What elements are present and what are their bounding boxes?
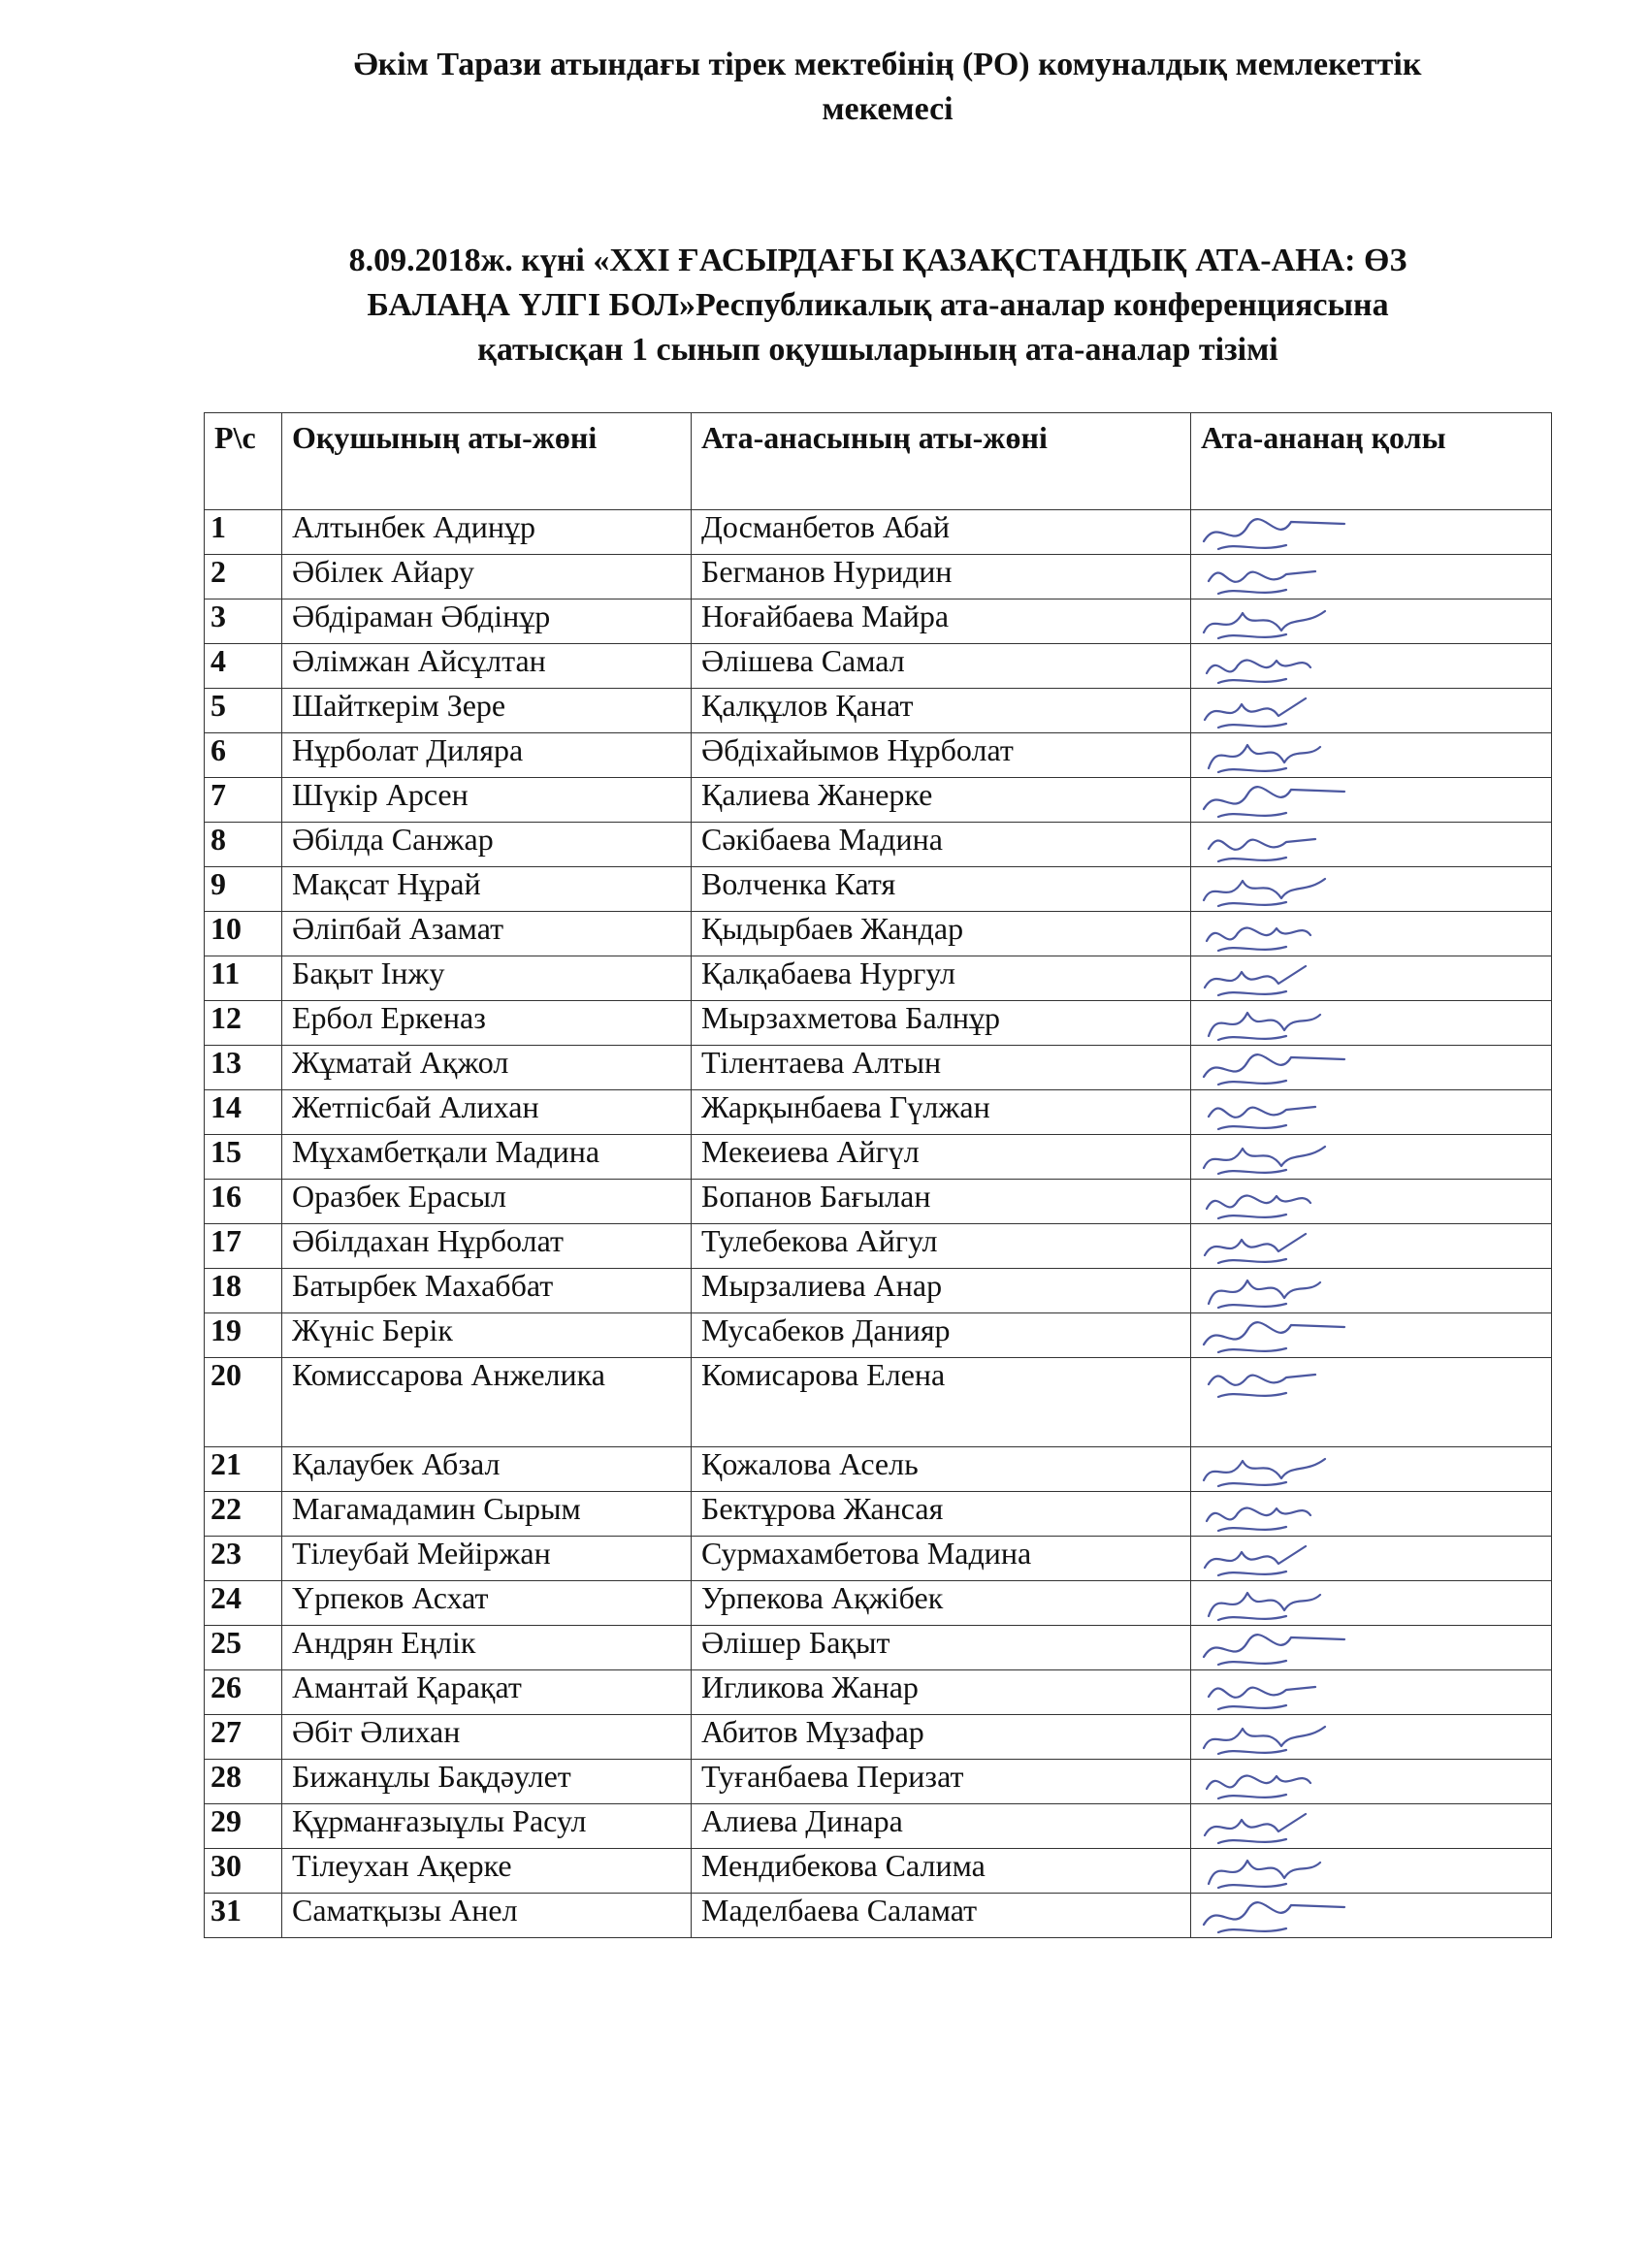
student-name-cell: Қалаубек Абзал bbox=[282, 1447, 692, 1492]
student-name-cell: Әліпбай Азамат bbox=[282, 912, 692, 956]
parent-name-cell: Қалиева Жанерке bbox=[692, 778, 1191, 823]
table-row bbox=[205, 599, 1552, 644]
institution-header-line-1: Әкім Тарази атындағы тірек мектебінің (РО) комуналдық мемлекеттік bbox=[353, 47, 1422, 82]
handwritten-signature bbox=[1199, 1851, 1364, 1894]
signature-cell bbox=[1191, 644, 1552, 689]
row-number: 21 bbox=[205, 1447, 282, 1492]
row-number: 26 bbox=[205, 1670, 282, 1715]
row-number: 15 bbox=[205, 1135, 282, 1180]
signature-cell bbox=[1191, 510, 1552, 555]
row-number: 31 bbox=[205, 1894, 282, 1938]
student-name-cell: Әбілда Санжар bbox=[282, 823, 692, 867]
parent-name-cell: Мекеиева Айгүл bbox=[692, 1135, 1191, 1180]
student-name-cell: Бижанұлы Бақдәулет bbox=[282, 1760, 692, 1804]
handwritten-signature bbox=[1199, 1271, 1364, 1313]
row-number: 17 bbox=[205, 1224, 282, 1269]
table-row bbox=[205, 1894, 1552, 1938]
row-number: 25 bbox=[205, 1626, 282, 1670]
table-row bbox=[205, 1760, 1552, 1804]
table-row bbox=[205, 1447, 1552, 1492]
student-name-cell: Жетпісбай Алихан bbox=[282, 1090, 692, 1135]
handwritten-signature bbox=[1199, 958, 1364, 1001]
row-number: 1 bbox=[205, 510, 282, 555]
table-row bbox=[205, 1849, 1552, 1894]
table-row bbox=[205, 644, 1552, 689]
row-number: 9 bbox=[205, 867, 282, 912]
institution-header bbox=[262, 43, 1513, 132]
signature-cell bbox=[1191, 912, 1552, 956]
parent-name-cell: Мырзахметова Балнұр bbox=[692, 1001, 1191, 1046]
signature-cell bbox=[1191, 1804, 1552, 1849]
signature-cell bbox=[1191, 733, 1552, 778]
row-number: 4 bbox=[205, 644, 282, 689]
handwritten-signature bbox=[1199, 1137, 1364, 1180]
student-name-cell: Нұрболат Диляра bbox=[282, 733, 692, 778]
handwritten-signature bbox=[1199, 825, 1364, 867]
signature-cell bbox=[1191, 1670, 1552, 1715]
document-title-line-3: қатысқан 1 сынып оқушыларының ата-аналар тізімі bbox=[477, 332, 1278, 368]
row-number: 28 bbox=[205, 1760, 282, 1804]
student-name-cell: Ербол Еркеназ bbox=[282, 1001, 692, 1046]
parent-name-cell: Тулебекова Айгул bbox=[692, 1224, 1191, 1269]
table-row bbox=[205, 867, 1552, 912]
parent-name-cell: Қожалова Асель bbox=[692, 1447, 1191, 1492]
handwritten-signature bbox=[1199, 1449, 1364, 1492]
parent-name-cell: Қалқабаева Нургул bbox=[692, 956, 1191, 1001]
row-number: 11 bbox=[205, 956, 282, 1001]
student-name-cell: Шүкір Арсен bbox=[282, 778, 692, 823]
handwritten-signature bbox=[1199, 1672, 1364, 1715]
table-row bbox=[205, 1135, 1552, 1180]
signature-cell bbox=[1191, 1180, 1552, 1224]
handwritten-signature bbox=[1199, 512, 1364, 555]
table-row bbox=[205, 823, 1552, 867]
signature-cell bbox=[1191, 689, 1552, 733]
signature-cell bbox=[1191, 956, 1552, 1001]
table-row bbox=[205, 510, 1552, 555]
student-name-cell: Үрпеков Асхат bbox=[282, 1581, 692, 1626]
student-name-cell: Батырбек Махаббат bbox=[282, 1269, 692, 1313]
signature-cell bbox=[1191, 1715, 1552, 1760]
row-number: 27 bbox=[205, 1715, 282, 1760]
signature-cell bbox=[1191, 1358, 1552, 1447]
student-name-cell: Құрманғазыұлы Расул bbox=[282, 1804, 692, 1849]
document-title bbox=[247, 239, 1508, 373]
signature-cell bbox=[1191, 1001, 1552, 1046]
signature-cell bbox=[1191, 1046, 1552, 1090]
row-number: 3 bbox=[205, 599, 282, 644]
parent-name-cell: Қыдырбаев Жандар bbox=[692, 912, 1191, 956]
row-number: 22 bbox=[205, 1492, 282, 1537]
parent-name-cell: Қалқұлов Қанат bbox=[692, 689, 1191, 733]
table-row bbox=[205, 1492, 1552, 1537]
signature-cell bbox=[1191, 1492, 1552, 1537]
student-name-cell: Мұхамбетқали Мадина bbox=[282, 1135, 692, 1180]
student-name-cell: Жүніс Берік bbox=[282, 1313, 692, 1358]
institution-header-line-2: мекемесі bbox=[822, 91, 954, 127]
table-row bbox=[205, 1804, 1552, 1849]
signature-cell bbox=[1191, 1849, 1552, 1894]
header-number: Р\с bbox=[205, 413, 282, 510]
parent-name-cell: Әлішева Самал bbox=[692, 644, 1191, 689]
signature-cell bbox=[1191, 1760, 1552, 1804]
table-row bbox=[205, 1224, 1552, 1269]
signature-cell bbox=[1191, 1447, 1552, 1492]
handwritten-signature bbox=[1199, 735, 1364, 778]
handwritten-signature bbox=[1199, 1226, 1364, 1269]
row-number: 2 bbox=[205, 555, 282, 599]
signature-cell bbox=[1191, 1135, 1552, 1180]
student-name-cell: Комиссарова Анжелика bbox=[282, 1358, 692, 1447]
row-number: 29 bbox=[205, 1804, 282, 1849]
signature-cell bbox=[1191, 599, 1552, 644]
handwritten-signature bbox=[1199, 1539, 1364, 1581]
student-name-cell: Жұматай Ақжол bbox=[282, 1046, 692, 1090]
signature-cell bbox=[1191, 1224, 1552, 1269]
parent-name-cell: Мырзалиева Анар bbox=[692, 1269, 1191, 1313]
parent-name-cell: Абитов Мұзафар bbox=[692, 1715, 1191, 1760]
row-number: 24 bbox=[205, 1581, 282, 1626]
parent-name-cell: Игликова Жанар bbox=[692, 1670, 1191, 1715]
student-name-cell: Әбдіраман Әбдінұр bbox=[282, 599, 692, 644]
row-number: 18 bbox=[205, 1269, 282, 1313]
handwritten-signature bbox=[1199, 1360, 1364, 1403]
student-name-cell: Шайткерім Зере bbox=[282, 689, 692, 733]
parent-name-cell: Комисарова Елена bbox=[692, 1358, 1191, 1447]
handwritten-signature bbox=[1199, 1895, 1364, 1938]
row-number: 5 bbox=[205, 689, 282, 733]
table-row bbox=[205, 1090, 1552, 1135]
table-row bbox=[205, 689, 1552, 733]
parent-name-cell: Бегманов Нуридин bbox=[692, 555, 1191, 599]
student-name-cell: Магамадамин Сырым bbox=[282, 1492, 692, 1537]
table-body bbox=[205, 510, 1552, 1938]
handwritten-signature bbox=[1199, 1717, 1364, 1760]
student-name-cell: Әбіт Әлихан bbox=[282, 1715, 692, 1760]
parent-name-cell: Мусабеков Данияр bbox=[692, 1313, 1191, 1358]
row-number: 13 bbox=[205, 1046, 282, 1090]
handwritten-signature bbox=[1199, 1048, 1364, 1090]
signature-cell bbox=[1191, 1269, 1552, 1313]
parent-name-cell: Туғанбаева Перизат bbox=[692, 1760, 1191, 1804]
signature-cell bbox=[1191, 1581, 1552, 1626]
student-name-cell: Тілеубай Мейіржан bbox=[282, 1537, 692, 1581]
table-row bbox=[205, 1001, 1552, 1046]
row-number: 10 bbox=[205, 912, 282, 956]
parent-name-cell: Досманбетов Абай bbox=[692, 510, 1191, 555]
handwritten-signature bbox=[1199, 1315, 1364, 1358]
student-name-cell: Саматқызы Анел bbox=[282, 1894, 692, 1938]
table-row bbox=[205, 1358, 1552, 1447]
row-number: 12 bbox=[205, 1001, 282, 1046]
signature-cell bbox=[1191, 1090, 1552, 1135]
signature-cell bbox=[1191, 823, 1552, 867]
row-number: 6 bbox=[205, 733, 282, 778]
handwritten-signature bbox=[1199, 914, 1364, 956]
table-row bbox=[205, 1269, 1552, 1313]
handwritten-signature bbox=[1199, 646, 1364, 689]
signature-cell bbox=[1191, 1894, 1552, 1938]
parent-name-cell: Мендибекова Салима bbox=[692, 1849, 1191, 1894]
row-number: 7 bbox=[205, 778, 282, 823]
signature-cell bbox=[1191, 1626, 1552, 1670]
student-name-cell: Андрян Еңлік bbox=[282, 1626, 692, 1670]
parent-name-cell: Тілентаева Алтын bbox=[692, 1046, 1191, 1090]
header-student-name: Оқушының аты-жөні bbox=[282, 413, 692, 510]
table-row bbox=[205, 1046, 1552, 1090]
table-row bbox=[205, 778, 1552, 823]
student-name-cell: Оразбек Ерасыл bbox=[282, 1180, 692, 1224]
student-name-cell: Амантай Қарақат bbox=[282, 1670, 692, 1715]
parent-name-cell: Бектұрова Жансая bbox=[692, 1492, 1191, 1537]
table-header-row bbox=[205, 413, 1552, 510]
handwritten-signature bbox=[1199, 1806, 1364, 1849]
parent-name-cell: Алиева Динара bbox=[692, 1804, 1191, 1849]
table-row bbox=[205, 1626, 1552, 1670]
attendance-table bbox=[204, 412, 1552, 1938]
student-name-cell: Әбілек Айару bbox=[282, 555, 692, 599]
row-number: 20 bbox=[205, 1358, 282, 1447]
header-parent-name: Ата-анасының аты-жөні bbox=[692, 413, 1191, 510]
parent-name-cell: Маделбаева Саламат bbox=[692, 1894, 1191, 1938]
handwritten-signature bbox=[1199, 1092, 1364, 1135]
row-number: 30 bbox=[205, 1849, 282, 1894]
parent-name-cell: Ноғайбаева Майра bbox=[692, 599, 1191, 644]
parent-name-cell: Жарқынбаева Гүлжан bbox=[692, 1090, 1191, 1135]
handwritten-signature bbox=[1199, 1182, 1364, 1224]
handwritten-signature bbox=[1199, 557, 1364, 599]
handwritten-signature bbox=[1199, 780, 1364, 823]
handwritten-signature bbox=[1199, 869, 1364, 912]
table-row bbox=[205, 912, 1552, 956]
parent-name-cell: Волченка Катя bbox=[692, 867, 1191, 912]
table-row bbox=[205, 1313, 1552, 1358]
student-name-cell: Әбілдахан Нұрболат bbox=[282, 1224, 692, 1269]
student-name-cell: Әлімжан Айсұлтан bbox=[282, 644, 692, 689]
signature-cell bbox=[1191, 555, 1552, 599]
table-row bbox=[205, 956, 1552, 1001]
handwritten-signature bbox=[1199, 691, 1364, 733]
row-number: 14 bbox=[205, 1090, 282, 1135]
parent-name-cell: Урпекова Ақжібек bbox=[692, 1581, 1191, 1626]
header-signature: Ата-ананаң қолы bbox=[1191, 413, 1552, 510]
row-number: 19 bbox=[205, 1313, 282, 1358]
signature-cell bbox=[1191, 1313, 1552, 1358]
table-row bbox=[205, 555, 1552, 599]
handwritten-signature bbox=[1199, 601, 1364, 644]
table-row bbox=[205, 1180, 1552, 1224]
handwritten-signature bbox=[1199, 1003, 1364, 1046]
row-number: 23 bbox=[205, 1537, 282, 1581]
row-number: 8 bbox=[205, 823, 282, 867]
handwritten-signature bbox=[1199, 1583, 1364, 1626]
parent-name-cell: Бопанов Бағылан bbox=[692, 1180, 1191, 1224]
parent-name-cell: Сурмахамбетова Мадина bbox=[692, 1537, 1191, 1581]
handwritten-signature bbox=[1199, 1494, 1364, 1537]
signature-cell bbox=[1191, 778, 1552, 823]
signature-cell bbox=[1191, 867, 1552, 912]
document-title-line-1: 8.09.2018ж. күні «XXI ҒАСЫРДАҒЫ ҚАЗАҚСТАНДЫҚ АТА-АНА: ӨЗ bbox=[348, 243, 1407, 278]
row-number: 16 bbox=[205, 1180, 282, 1224]
table-row bbox=[205, 1537, 1552, 1581]
table-row bbox=[205, 1581, 1552, 1626]
document-title-line-2: БАЛАҢА ҮЛГІ БОЛ»Республикалық ата-аналар конференциясына bbox=[367, 287, 1389, 323]
table-row bbox=[205, 1670, 1552, 1715]
parent-name-cell: Әлішер Бақыт bbox=[692, 1626, 1191, 1670]
parent-name-cell: Әбдіхайымов Нұрболат bbox=[692, 733, 1191, 778]
student-name-cell: Бақыт Інжу bbox=[282, 956, 692, 1001]
student-name-cell: Алтынбек Адинұр bbox=[282, 510, 692, 555]
handwritten-signature bbox=[1199, 1628, 1364, 1670]
signature-cell bbox=[1191, 1537, 1552, 1581]
table-row bbox=[205, 733, 1552, 778]
student-name-cell: Мақсат Нұрай bbox=[282, 867, 692, 912]
student-name-cell: Тілеухан Ақерке bbox=[282, 1849, 692, 1894]
handwritten-signature bbox=[1199, 1762, 1364, 1804]
parent-name-cell: Сәкібаева Мадина bbox=[692, 823, 1191, 867]
table-row bbox=[205, 1715, 1552, 1760]
